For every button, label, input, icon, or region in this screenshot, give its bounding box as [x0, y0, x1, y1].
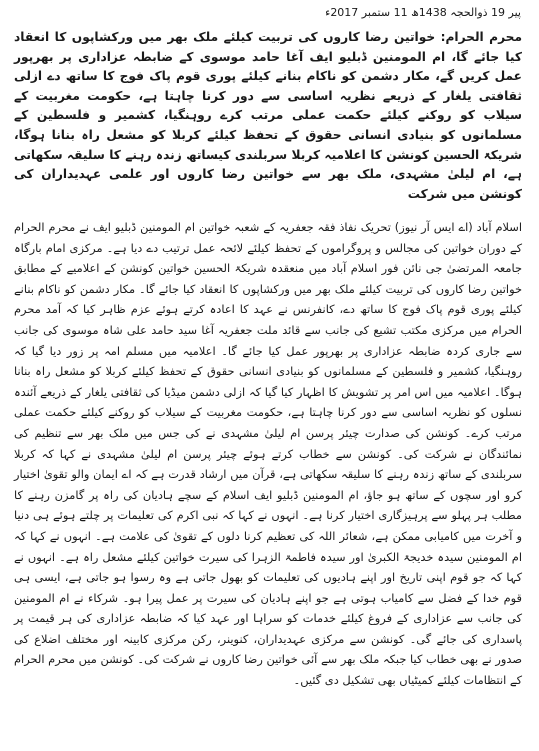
- article-lede: محرم الحرام: خواتین رضا کاروں کی تربیت کیلئے ملک بھر میں ورکشاپوں کا انعقاد کیا جائے گا، ام المومنین ڈبلیو ایف آغا حامد موسوی کے ضابطہ عزاداری پر بھرپور عمل کریں گے، مکار دشمن کو ناکام بنانے کیلئے پوری قوم پاک فوج کا ساتھ دے ازلی ثقافتی یلغار کے ذریعے نظریہ اساسی سے دور کرنا چاہتا ہے، حکومت مغربیت کے سیلاب کو روکنے کیلئے حکمت عملی مرتب کرے روہنگیا، کشمیر و فلسطین کے مسلمانوں کو بنیادی انسانی حقوق کے تحفظ کیلئے کربلا کو مشعل راہ بنانا ہوگا، شریکۃ الحسین کونشن کا اعلامیہ کربلا سربلندی کیساتھ زندہ رہنے کا سلیقہ سکھاتی ہے، ام لیلیٰ مشہدی، ملک بھر سے خواتین رضا کاروں اور علمی عہدیداران کی کونشن میں شرکت: [14, 30, 522, 201]
- dateline-agency: (اے ایس آر نیوز): [394, 220, 473, 234]
- article-text: تحریک نفاذ فقہ جعفریہ کے شعبہ خواتین ام المومنین ڈبلیو ایف نے محرم الحرام کے دوران خواتین کی مجالس و پروگراموں کے تحفظ کیلئے لائحہ عمل ترتیب دے دیا ہے۔ مرکزی امام بارگاہ جامعہ المرتضیٰ جی نائن فور اسلام آباد میں منعقدہ شریکۃ الحسین خواتین کونشن کے اعلامیے کے مطابق خواتین رضا کاروں کی تربیت کیلئے ملک بھر میں ورکشاپوں کا انعقاد کیا جائے گا۔ مکار دشمن کو ناکام بنانے کیلئے پوری قوم پاک فوج کا ساتھ دے، کانفرنس نے عہد کا اعادہ کرتے ہوئے عزم ظاہر کیا کہ آمد محرم الحرام میں مرکزی مکتب تشیع کی جانب سے قائد ملت جعفریہ آغا سید حامد علی شاہ موسوی کی جانب سے جاری کردہ ضابطہ عزاداری پر بھرپور عمل کیا جائے گا۔ اعلامیہ میں مسلم امہ پر زور دیا گیا کہ روہنگیا، کشمیر و فلسطین کے مسلمانوں کو بنیادی انسانی حقوق کے تحفظ کیلئے کربلا کو مشعل راہ بنانا ہوگا۔ اعلامیہ میں اس امر پر تشویش کا اظہار کیا گیا کہ ازلی دشمن میڈیا کی ثقافتی یلغار کے ذریعے آئندہ نسلوں کو نظریہ اساسی سے دور کرنا چاہتا ہے، حکومت مغربیت کے سیلاب کو روکنے کیلئے حکمت عملی مرتب کرے۔ کونشن کی صدارت چیئر پرسن ام لیلیٰ مشہدی نے کی جس میں ملک بھر سے تنظیم کی نمائندگان نے شرکت کی۔ کونشن سے خطاب کرتے ہوئے چیئر پرسن ام لیلیٰ مشہدی نے کہا کہ کربلا سربلندی کے ساتھ زندہ رہنے کا سلیقہ سکھاتی ہے، قرآن میں ارشاد قدرت ہے کہ اے ایمان والو تقویٰ اختیار کرو اور سچوں کے ساتھ ہو جاؤ، ام المومنین ڈبلیو ایف اسلام کے سچے ہادیان کی راہ پر گامزن رہنے کا مطلب ہر پہلو سے پرہیزگاری اختیار کرنا ہے۔ انہوں نے کہا کہ نبی اکرم کی تعلیمات پر چلتے ہوئے ہی دنیا و آخرت میں کامیابی ممکن ہے، شعائر اللہ کی تعظیم کرنا دلوں کے تقویٰ کی علامت ہے۔ انہوں نے کہا کہ ام المومنین سیدہ خدیجۃ الکبریٰ اور سیدہ فاطمۃ الزہرا کی سیرت خواتین کیلئے مشعل راہ ہے۔ انہوں نے کہا کہ جو قوم اپنی تاریخ اور اپنے ہادیوں کی تعلیمات کو بھول جاتی ہے وہ رسوا ہو جاتی ہے، ایسی ہی قوم خدا کے فضل سے کامیاب ہوتی ہے جو اپنے ہادیان کی سیرت پر عمل پیرا ہو۔ شرکاء نے ام المومنین کی جانب سے عزاداری کے فروغ کیلئے خدمات کو سراہا اور عہد کیا کہ ضابطہ عزاداری کی ہر قیمت پر پاسداری کی جائے گی۔ کونشن سے مرکزی عہدیداران، کنوینر، رکن مرکزی کابینہ اور مختلف اضلاع کی صدور نے بھی خطاب کیا جبکہ ملک بھر سے آئی خواتین رضا کاروں نے شرکت کی۔ کونشن میں محرم الحرام کے انتظامات کیلئے کمیٹیاں بھی تشکیل دی گئیں۔: [14, 220, 522, 688]
- article-body: [14, 217, 522, 691]
- dateline-place: اسلام آباد: [476, 220, 522, 234]
- issue-dateline: پیر 19 ذوالحجہ 1438ھ 11 ستمبر 2017ء: [325, 6, 521, 19]
